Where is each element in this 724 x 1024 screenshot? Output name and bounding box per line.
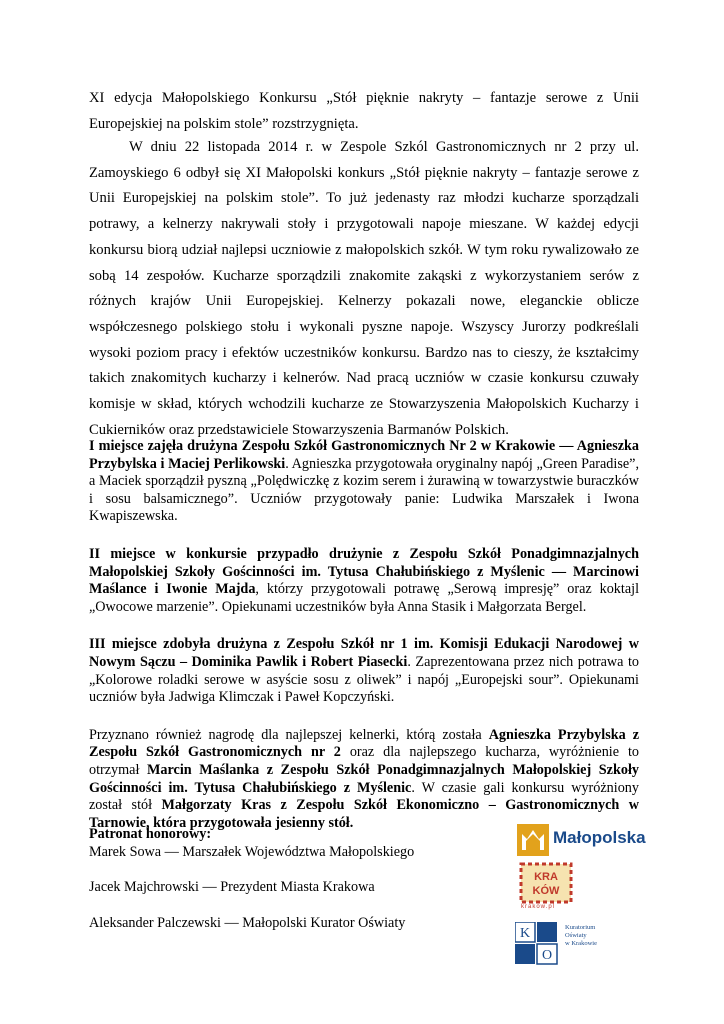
krakow-top-text: KRA <box>534 871 558 883</box>
krakow-logo <box>519 862 573 914</box>
third-place-paragraph <box>89 636 639 706</box>
kuratorium-logo <box>515 922 615 966</box>
article-title: XI edycja Małopolskiego Konkursu „Stół pięknie nakryty – fantazje serowe z Unii Europejskiej na polskim stole” rozstrzygnięta. <box>89 90 639 132</box>
patron-jacek-majchrowski: Jacek Majchrowski — Prezydent Miasta Krakowa <box>89 879 375 896</box>
third-place-winners: III miejsce zdobyła drużyna z Zespołu Szkół nr 1 im. Komisji Edukacji Narodowej w Nowym Sączu – Dominika Pawlik i Robert Piasecki <box>89 636 639 670</box>
awards-paragraph <box>89 727 639 833</box>
malopolska-emblem-icon <box>517 824 549 856</box>
results-section <box>89 438 639 852</box>
awards-text-1: Przyznano również nagrodę dla najlepszej kelnerki, którą została <box>89 726 489 743</box>
kuratorium-k-letter: K <box>519 926 531 941</box>
second-place-winners: II miejsce w konkursie przypadło drużynie z Zespołu Szkół Ponadgimnazjalnych Małopolskiej Szkoły Gościnności im. Tytusa Chałubińskiego z Myślenic — Marcinowi Maślance i Iwonie Majda <box>89 545 639 598</box>
kuratorium-wordmark <box>565 924 597 948</box>
first-place-winners: I miejsce zajęła drużyna Zespołu Szkół Gastronomicznych Nr 2 w Krakowie — Agnieszka Przybylska i Maciej Perlikowski <box>89 438 639 472</box>
kuratorium-line-1: Kuratorium <box>565 924 596 931</box>
first-place-paragraph <box>89 438 639 526</box>
krakow-url: krakow.pl <box>521 904 556 910</box>
third-place-text: . Zaprezentowana przez nich potrawa to „Kolorowe roladki serowe w asyście sosu z oliwek” i napój „Europejski sour”. Opiekunami uczniów była Jadwiga Klimczak i Paweł Kopczyński. <box>89 653 639 706</box>
krakow-emblem-icon <box>519 862 573 904</box>
awards-text-2: oraz dla najlepszego kucharza, wyróżnienie to otrzymał <box>89 744 639 778</box>
patronage-heading: Patronat honorowy: <box>89 826 212 842</box>
malopolska-logo <box>517 824 657 858</box>
intro-paragraph: W dniu 22 listopada 2014 r. w Zespole Szkól Gastronomicznych nr 2 przy ul. Zamoyskiego 6 odbył się XI Małopolski konkurs „Stół pięknie nakryty – fantazje serowe z Unii Europejskiej na polskim stole”. To już jedenasty raz młodzi kucharze sporządzali potrawy, a kelnerzy nakrywali stoły i przygotowali napoje mieszane. W każdej edycji konkursu biorą udział najlepsi uczniowie z małopolskich szkół. W tym roku rywalizowało ze sobą 14 zespołów. Kucharze sporządzili znakomite zakąski z wykorzystaniem serów z różnych krajów Unii Europejskiej. Kelnerzy pokazali nowe, eleganckie oblicze współczesnego polskiego stołu i wykonali pyszne napoje. Wszyscy Jurorzy podkreślali wysoki poziom pracy i efektów uczestników konkursu. Bardzo nas to cieszy, że kształcimy takich znakomitych kucharzy i kelnerów. Nad pracą uczniów w czasie konkursu czuwały komisje w skład, których wchodzili kucharze ze Stowarzyszenia Małopolskich Kucharzy i Cukierników oraz przedstawiciele Stowarzyszenia Barmanów Polskich. <box>89 139 639 438</box>
best-cook: Marcin Maślanka z Zespołu Szkół Ponadgimnazjalnych Małopolskiej Szkoły Gościnności im. Tytusa Chałubińskiego z Myślenic <box>89 761 639 796</box>
malopolska-wordmark: Małopolska <box>553 828 646 847</box>
kuratorium-line-3: w Krakowie <box>565 940 597 947</box>
second-place-paragraph <box>89 546 639 616</box>
kuratorium-emblem-icon <box>515 922 561 966</box>
distinguished-table: Małgorzaty Kras z Zespołu Szkół Ekonomiczno – Gastronomicznych w Tarnowie, która przygotowała jesienny stół. <box>89 797 639 831</box>
krakow-bottom-text: KÓW <box>532 885 560 897</box>
honorary-patronage <box>89 826 489 932</box>
best-waitress: Agnieszka Przybylska z Zespołu Szkół Gastronomicznych nr 2 <box>89 726 639 761</box>
patron-aleksander-palczewski: Aleksander Palczewski — Małopolski Kurator Oświaty <box>89 914 406 931</box>
awards-text-3: . W czasie gali konkursu wyróżniony został stół <box>89 779 639 814</box>
kuratorium-line-2: Oświaty <box>565 932 587 939</box>
patron-marek-sowa: Marek Sowa — Marszałek Województwa Małopolskiego <box>89 843 415 860</box>
second-place-text: , którzy przygotowali potrawę „Serową impresję” oraz koktajl „Owocowe marzenie”. Opiekunami uczestników była Anna Stasik i Małgorzata Bergel. <box>89 581 640 615</box>
first-place-text: . Agnieszka przygotowała oryginalny napój „Green Paradise”, a Maciek sporządził pyszną „Polędwiczkę z kozim serem i żurawiną w towarzystwie buraczków i sosu balsamicznego”. Uczniów przygotowały panie: Ludwika Marszałek i Iwona Kwapiszewska. <box>89 455 639 525</box>
kuratorium-o-letter: O <box>541 948 553 963</box>
